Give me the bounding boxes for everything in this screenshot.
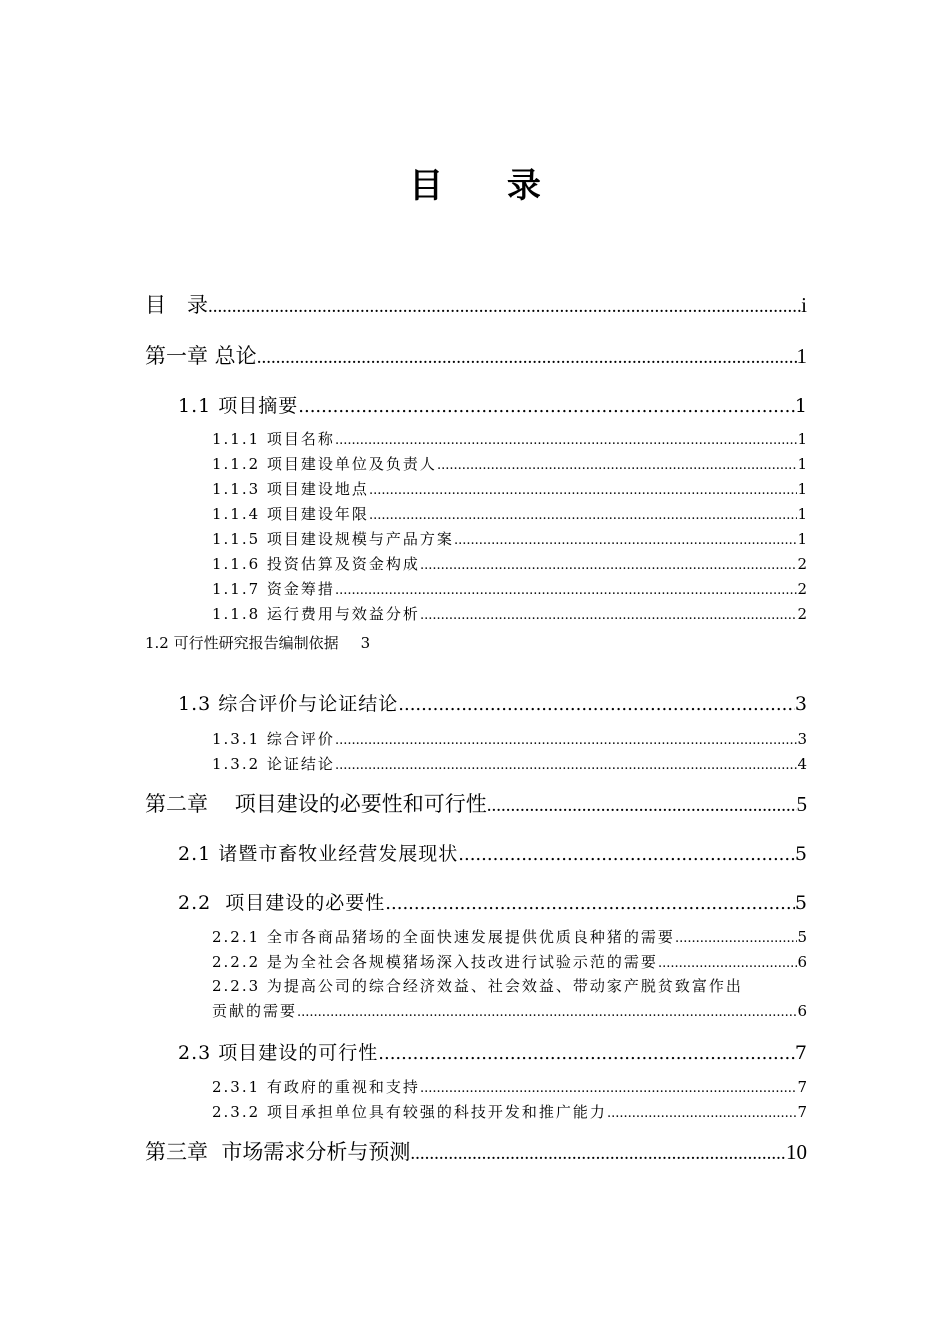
toc-entry-page: 2 xyxy=(797,555,807,573)
toc-entry-label-line2: 贡献的需要 xyxy=(212,1002,298,1020)
toc-entry-label: 目 录 xyxy=(145,293,208,317)
leader-dots xyxy=(385,893,795,914)
toc-entry-label: 1.3.1 综合评价 xyxy=(212,730,335,748)
toc-entry-page: 5 xyxy=(794,843,807,865)
toc-entry-1-1-6[interactable] xyxy=(212,553,807,574)
leader-dots xyxy=(458,844,795,865)
toc-entry-2-2[interactable] xyxy=(178,888,807,915)
toc-entry-page: 7 xyxy=(797,1103,807,1121)
toc-entry-1-3[interactable] xyxy=(178,689,807,716)
toc-entry-page: 1 xyxy=(794,395,807,417)
toc-entry-page: 10 xyxy=(786,1140,807,1164)
toc-entry-label: 1.1.3 项目建设地点 xyxy=(212,480,369,498)
toc-entry-label: 1.3.2 论证结论 xyxy=(212,755,335,773)
toc-entry-1-1-5[interactable] xyxy=(212,528,807,549)
toc-entry-1-1-7[interactable] xyxy=(212,578,807,599)
toc-entry-label: 2.2 项目建设的必要性 xyxy=(178,892,386,914)
toc-entry-label: 1.1.5 项目建设规模与产品方案 xyxy=(212,530,454,548)
toc-entry-2-2-3[interactable] xyxy=(212,975,807,996)
toc-entry-chapter-1[interactable] xyxy=(145,340,807,370)
toc-entry-label: 1.1.6 投资估算及资金构成 xyxy=(212,555,420,573)
toc-entry-1-1[interactable] xyxy=(178,391,807,418)
leader-dots xyxy=(410,1143,786,1165)
leader-dots xyxy=(487,795,797,817)
toc-entry-page: 2 xyxy=(797,605,807,623)
toc-entry-label: 2.2.2 是为全社会各规模猪场深入技改进行试验示范的需要 xyxy=(212,953,658,971)
toc-entry-label: 1.2 可行性研究报告编制依据 xyxy=(145,634,339,652)
toc-entry-2-2-2[interactable] xyxy=(212,951,807,972)
leader-dots xyxy=(335,583,798,598)
toc-entry-page: 3 xyxy=(797,730,807,748)
toc-entry-chapter-2[interactable] xyxy=(145,788,807,818)
toc-entry-page: 6 xyxy=(797,1002,807,1020)
toc-entry-2-3[interactable] xyxy=(178,1038,807,1065)
leader-dots xyxy=(335,758,798,773)
toc-entry-page: 5 xyxy=(796,792,807,816)
leader-dots xyxy=(208,296,801,318)
leader-dots xyxy=(369,483,798,498)
toc-entry-label: 第一章 总论 xyxy=(145,344,257,368)
toc-entry-2-2-1[interactable] xyxy=(212,926,807,947)
toc-entry-label-line1: 2.2.3 为提高公司的综合经济效益、社会效益、带动家产脱贫致富作出 xyxy=(212,977,743,995)
toc-entry-label: 2.3 项目建设的可行性 xyxy=(178,1042,379,1064)
toc-entry-page: 1 xyxy=(796,344,807,368)
toc-entry-page: 1 xyxy=(797,505,807,523)
leader-dots xyxy=(257,347,797,369)
toc-entry-page: 1 xyxy=(797,480,807,498)
toc-entry-page: 1 xyxy=(797,430,807,448)
toc-entry-page: 6 xyxy=(797,953,807,971)
toc-entry-page: 4 xyxy=(797,755,807,773)
toc-entry-2-3-2[interactable] xyxy=(212,1101,807,1122)
toc-entry-label: 2.3.1 有政府的重视和支持 xyxy=(212,1078,420,1096)
toc-entry-label: 第三章 市场需求分析与预测 xyxy=(145,1140,411,1164)
toc-entry-page: 1 xyxy=(797,530,807,548)
toc-entry-label: 1.1 项目摘要 xyxy=(178,395,299,417)
toc-entry-contents[interactable] xyxy=(145,289,807,319)
toc-entry-page: 1 xyxy=(797,455,807,473)
toc-entry-label: 1.1.7 资金筹措 xyxy=(212,580,335,598)
toc-entry-page: 5 xyxy=(794,892,807,914)
leader-dots xyxy=(420,608,798,623)
toc-entry-1-2[interactable] xyxy=(145,632,370,653)
toc-entry-1-1-2[interactable] xyxy=(212,453,807,474)
leader-dots xyxy=(297,1005,797,1020)
toc-entry-2-2-3-cont[interactable] xyxy=(212,1000,807,1021)
toc-entry-label: 1.3 综合评价与论证结论 xyxy=(178,693,399,715)
toc-entry-label: 1.1.4 项目建设年限 xyxy=(212,505,369,523)
leader-dots xyxy=(658,956,798,971)
leader-dots xyxy=(420,1081,798,1096)
toc-entry-1-1-1[interactable] xyxy=(212,428,807,449)
leader-dots xyxy=(369,508,798,523)
toc-entry-1-3-2[interactable] xyxy=(212,753,807,774)
toc-entry-page: 7 xyxy=(794,1042,807,1064)
toc-entry-chapter-3[interactable] xyxy=(145,1136,807,1166)
leader-dots xyxy=(335,433,798,448)
leader-dots xyxy=(298,396,795,417)
toc-entry-page: 3 xyxy=(360,634,371,652)
toc-entry-1-3-1[interactable] xyxy=(212,728,807,749)
toc-entry-label: 2.3.2 项目承担单位具有较强的科技开发和推广能力 xyxy=(212,1103,607,1121)
toc-entry-label: 1.1.2 项目建设单位及负责人 xyxy=(212,455,437,473)
toc-entry-1-1-3[interactable] xyxy=(212,478,807,499)
leader-dots xyxy=(607,1106,798,1121)
leader-dots xyxy=(398,694,795,715)
toc-entry-page: 3 xyxy=(794,693,807,715)
leader-dots xyxy=(420,558,798,573)
toc-entry-page: i xyxy=(801,293,807,317)
toc-entry-label: 2.2.1 全市各商品猪场的全面快速发展提供优质良种猪的需要 xyxy=(212,928,675,946)
toc-entry-page: 7 xyxy=(797,1078,807,1096)
page-title: 目 录 xyxy=(409,166,567,206)
leader-dots xyxy=(378,1043,795,1064)
leader-dots xyxy=(675,931,798,946)
toc-entry-1-1-4[interactable] xyxy=(212,503,807,524)
leader-dots xyxy=(335,733,798,748)
leader-dots xyxy=(437,458,798,473)
toc-entry-1-1-8[interactable] xyxy=(212,603,807,624)
toc-entry-2-1[interactable] xyxy=(178,839,807,866)
toc-entry-label: 2.1 诸暨市畜牧业经营发展现状 xyxy=(178,843,459,865)
toc-entry-label: 1.1.1 项目名称 xyxy=(212,430,335,448)
toc-entry-page: 2 xyxy=(797,580,807,598)
toc-entry-2-3-1[interactable] xyxy=(212,1076,807,1097)
toc-entry-label: 第二章 项目建设的必要性和可行性 xyxy=(145,792,487,816)
toc-entry-page: 5 xyxy=(797,928,807,946)
toc-entry-label: 1.1.8 运行费用与效益分析 xyxy=(212,605,420,623)
leader-dots xyxy=(454,533,798,548)
